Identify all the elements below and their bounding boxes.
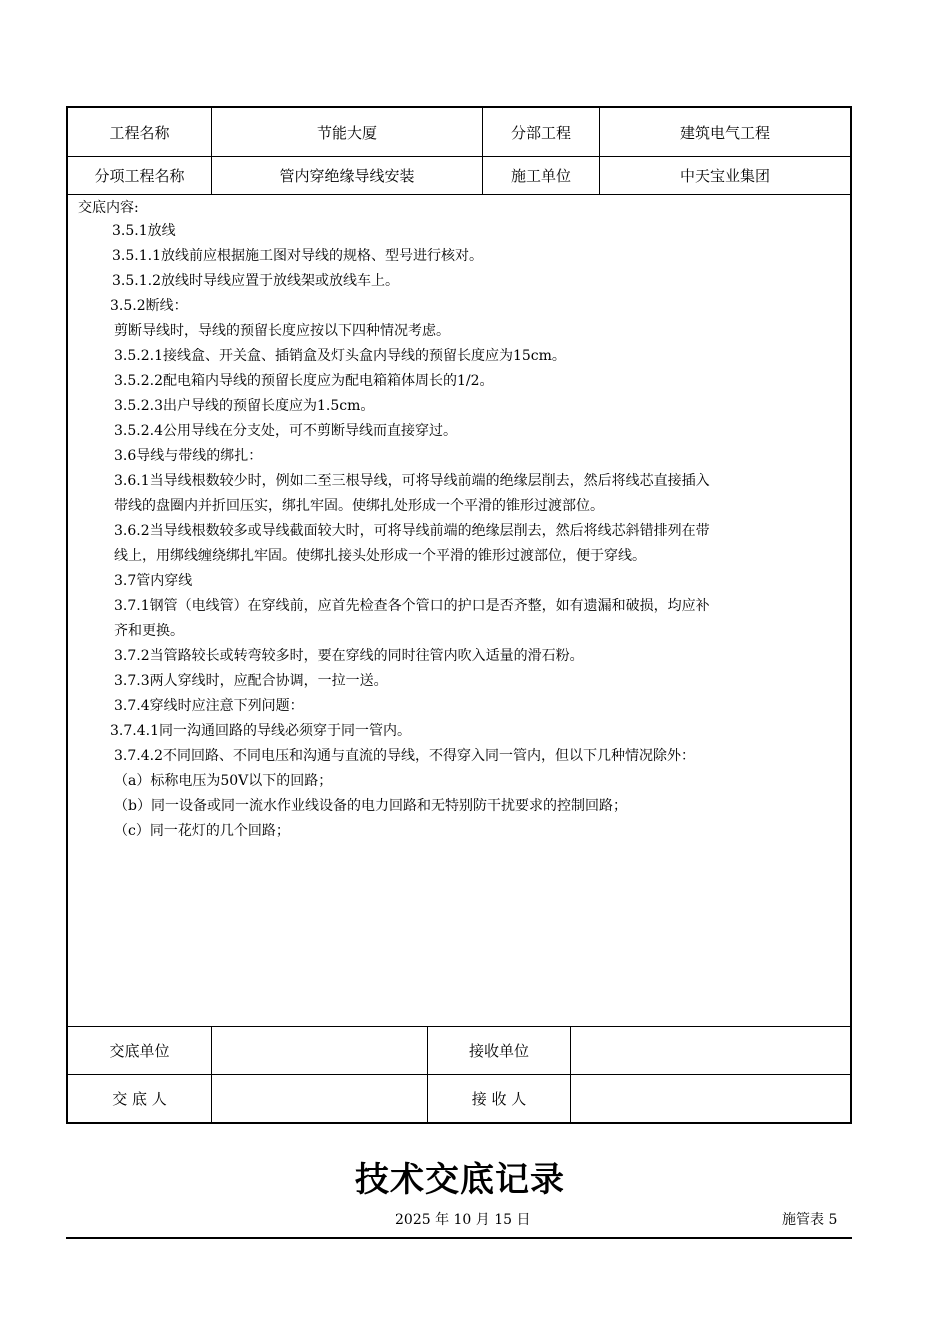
content-line: 线上，用绑线缠绕绑扎牢固。使绑扎接头处形成一个平滑的锥形过渡部位，便于穿线。 xyxy=(114,548,646,564)
subitem-label: 分项工程名称 xyxy=(94,167,185,185)
subitem-value: 管内穿绝缘导线安装 xyxy=(279,167,415,185)
contractor-label: 施工单位 xyxy=(510,167,571,185)
document-title: 技术交底记录 xyxy=(355,1160,565,1200)
project-name-value: 节能大厦 xyxy=(316,123,377,142)
project-name-label: 工程名称 xyxy=(109,123,170,142)
receiver-unit-field xyxy=(571,1027,850,1074)
content-line: 3.7.1钢管（电线管）在穿线前，应首先检查各个管口的护口是否齐整，如有遗漏和破损，均应补 xyxy=(114,598,710,614)
content-line: 3.7管内穿线 xyxy=(114,573,193,589)
issuer-person-label: 交 底 人 xyxy=(112,1090,167,1108)
content-line: （c）同一花灯的几个回路； xyxy=(114,823,290,839)
issuer-unit-label: 交底单位 xyxy=(109,1042,170,1060)
content-line: 3.6.1当导线根数较少时，例如二至三根导线，可将导线前端的绝缘层削去，然后将线芯直接插入 xyxy=(114,473,710,489)
header-bottom-rule xyxy=(68,194,850,195)
content-line: 3.7.4.1同一沟通回路的导线必须穿于同一管内。 xyxy=(110,723,411,739)
content-line: 3.5.1.1放线前应根据施工图对导线的规格、型号进行核对。 xyxy=(112,248,483,264)
content-line: 带线的盘圈内并折回压实，绑扎牢固。使绑扎处形成一个平滑的锥形过渡部位。 xyxy=(114,498,604,514)
contractor-value: 中天宝业集团 xyxy=(679,167,770,185)
content-line: 3.6.2当导线根数较多或导线截面较大时，可将导线前端的绝缘层削去，然后将线芯斜错排列在带 xyxy=(114,523,710,539)
content-line: 3.5.2.4公用导线在分支处，可不剪断导线而直接穿过。 xyxy=(114,423,457,439)
content-line: （b）同一设备或同一流水作业线设备的电力回路和无特别防干扰要求的控制回路； xyxy=(114,798,627,814)
content-line: 3.7.3两人穿线时，应配合协调，一拉一送。 xyxy=(114,673,388,689)
content-heading: 交底内容: xyxy=(78,200,139,216)
document-date: 2025 年 10 月 15 日 xyxy=(395,1212,531,1228)
disclosure-form xyxy=(66,106,852,1124)
content-line: 3.5.2.1接线盒、开关盒、插销盒及灯头盒内导线的预留长度应为15cm。 xyxy=(114,348,566,364)
receiver-person-label: 接 收 人 xyxy=(471,1090,527,1108)
receiver-unit-label: 接收单位 xyxy=(468,1042,529,1060)
content-line: 3.7.4穿线时应注意下列问题： xyxy=(114,698,304,714)
division-value: 建筑电气工程 xyxy=(679,123,770,142)
bottom-rule xyxy=(66,1237,852,1239)
content-line: 3.5.1放线 xyxy=(112,223,176,239)
issuer-unit-field xyxy=(212,1027,427,1074)
content-line: 齐和更换。 xyxy=(114,623,184,639)
content-line: 3.7.4.2不同回路、不同电压和沟通与直流的导线，不得穿入同一管内，但以下几种情况除外： xyxy=(114,748,695,764)
division-label: 分部工程 xyxy=(510,123,571,142)
content-line: 3.7.2当管路较长或转弯较多时，要在穿线的同时往管内吹入适量的滑石粉。 xyxy=(114,648,584,664)
issuer-person-field xyxy=(212,1075,427,1122)
content-line: 3.5.2.2配电箱内导线的预留长度应为配电箱箱体周长的1/2。 xyxy=(114,373,494,389)
content-line: （a）标称电压为50V以下的回路； xyxy=(114,773,333,789)
form-number: 施管表 5 xyxy=(782,1212,838,1228)
content-line: 3.5.2断线： xyxy=(110,298,188,314)
content-line: 3.5.1.2放线时导线应置于放线架或放线车上。 xyxy=(112,273,399,289)
content-line: 3.5.2.3出户导线的预留长度应为1.5cm。 xyxy=(114,398,375,414)
receiver-person-field xyxy=(571,1075,850,1122)
content-line: 剪断导线时，导线的预留长度应按以下四种情况考虑。 xyxy=(114,323,450,339)
content-line: 3.6导线与带线的绑扎： xyxy=(114,448,263,464)
